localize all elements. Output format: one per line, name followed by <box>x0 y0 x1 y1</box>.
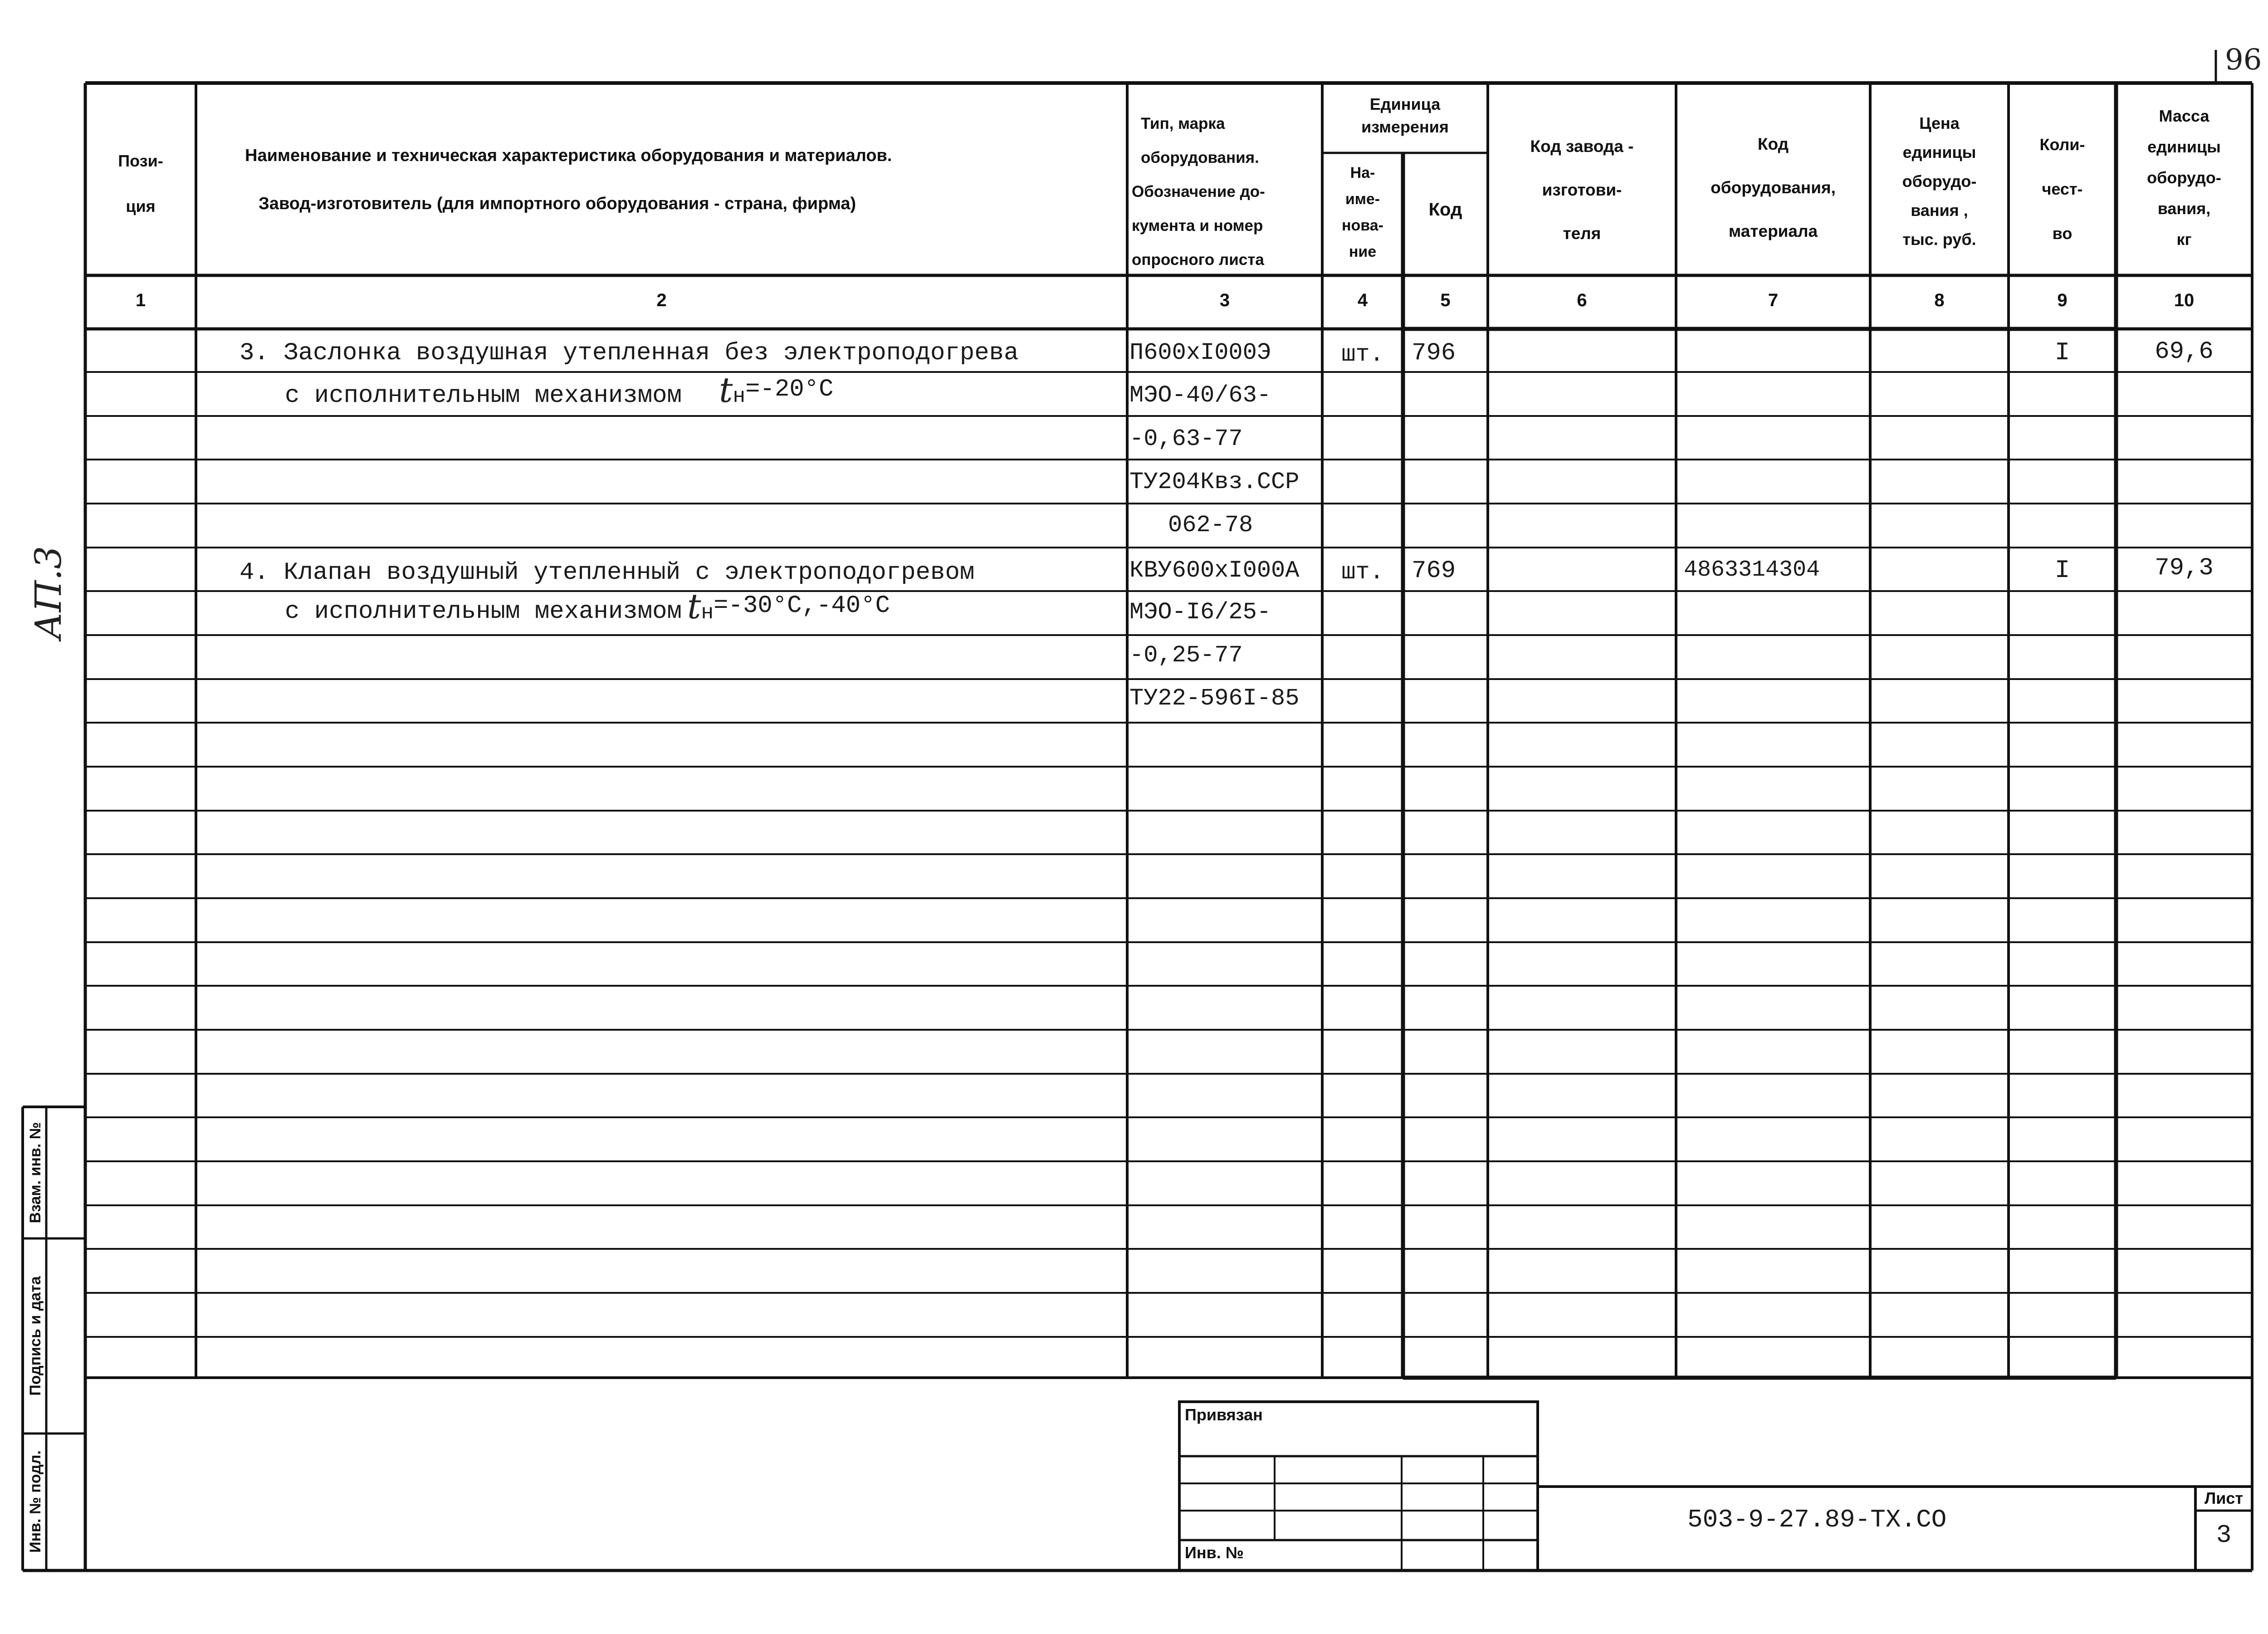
header-unit-group: Единица измерения <box>1361 95 1449 136</box>
item-4-unit: шт. <box>1341 559 1384 586</box>
header-unit-price: Цена единицы оборудо- вания , тыс. руб. <box>1902 114 1977 249</box>
margin-note: АП.3 <box>27 546 69 640</box>
header-unit-name: На- име- нова- ние <box>1342 164 1383 260</box>
header-quantity: Коли- чест- во <box>2039 135 2085 243</box>
column-number: 1 <box>135 290 146 310</box>
header-unit-mass: Масса единицы оборудо- вания, кг <box>2147 107 2221 249</box>
header-name: Наименование и техническая характеристика оборудования и материалов. Завод-изготовитель (для импортного оборудования - страна, фирма) <box>245 146 892 213</box>
column-number: 4 <box>1357 290 1368 310</box>
sheet-number-top: 96 <box>2225 43 2262 77</box>
column-number: 5 <box>1440 290 1451 310</box>
item-4-type-line: МЭО-I6/25- <box>1129 599 1271 626</box>
column-number: 9 <box>2057 290 2068 310</box>
item-3-type-line: -0,63-77 <box>1129 426 1243 452</box>
column-number: 6 <box>1577 290 1587 310</box>
item-4-equipment-code: 4863314304 <box>1684 557 1820 583</box>
column-number: 10 <box>2174 290 2195 310</box>
item-3-mass: 69,6 <box>2155 338 2214 366</box>
header-position: Пози- ция <box>118 152 163 215</box>
column-number: 7 <box>1768 290 1779 310</box>
item-4-type-line: КВУ600хI000А <box>1129 557 1300 584</box>
item-4-name-line1: 4. Клапан воздушный утепленный с электроподогревом <box>240 559 975 587</box>
sheet-label: Лист <box>2204 1489 2244 1507</box>
item-3-type-line: П600хI000Э <box>1129 339 1271 366</box>
item-3-unit: шт. <box>1341 341 1384 368</box>
item-4-mass: 79,3 <box>2155 554 2214 582</box>
item-3-type-line: МЭО-40/63- <box>1129 382 1271 409</box>
header-equipment-code: Код оборудования, материала <box>1711 135 1836 240</box>
side-stamp-original-inv: Инв. № подл. <box>27 1450 44 1553</box>
item-3-temperature: tн=-20°С <box>719 370 834 410</box>
item-4-type-line: ТУ22-596I-85 <box>1129 685 1300 712</box>
column-number: 2 <box>656 290 667 310</box>
item-4-unit-code: 769 <box>1412 557 1456 585</box>
inv-number-label: Инв. № <box>1185 1543 1244 1562</box>
item-4-type-line: -0,25-77 <box>1129 642 1243 669</box>
item-4-name-line2: с исполнительным механизмом <box>285 598 682 626</box>
column-number: 3 <box>1219 290 1230 310</box>
column-number: 8 <box>1934 290 1945 310</box>
item-3-quantity: I <box>2054 338 2070 367</box>
sheet-value: 3 <box>2216 1521 2232 1550</box>
item-3-unit-code: 796 <box>1412 339 1456 367</box>
item-4-temperature: tн=-30°С,-40°С <box>687 586 890 626</box>
item-4-quantity: I <box>2054 556 2070 585</box>
item-3-name-line2: с исполнительным механизмом <box>285 382 682 410</box>
header-manufacturer-code: Код завода - изготови- теля <box>1530 137 1634 243</box>
side-stamp-replace-inv: Взам. инв. № <box>27 1122 44 1223</box>
header-type: Тип, марка оборудования. Обозначение до- кумента и номер опросного листа <box>1132 115 1265 269</box>
privyazan-label: Привязан <box>1185 1405 1263 1424</box>
header-unit-code: Код <box>1428 200 1462 220</box>
side-stamp-signature-date: Подпись и дата <box>27 1276 44 1396</box>
item-3-name-line1: 3. Заслонка воздушная утепленная без электроподогрева <box>240 339 1019 367</box>
document-code: 503-9-27.89-ТХ.СО <box>1687 1505 1947 1534</box>
item-3-type-line: 062-78 <box>1168 512 1253 538</box>
item-3-type-line: ТУ204Квз.ССР <box>1129 469 1300 495</box>
